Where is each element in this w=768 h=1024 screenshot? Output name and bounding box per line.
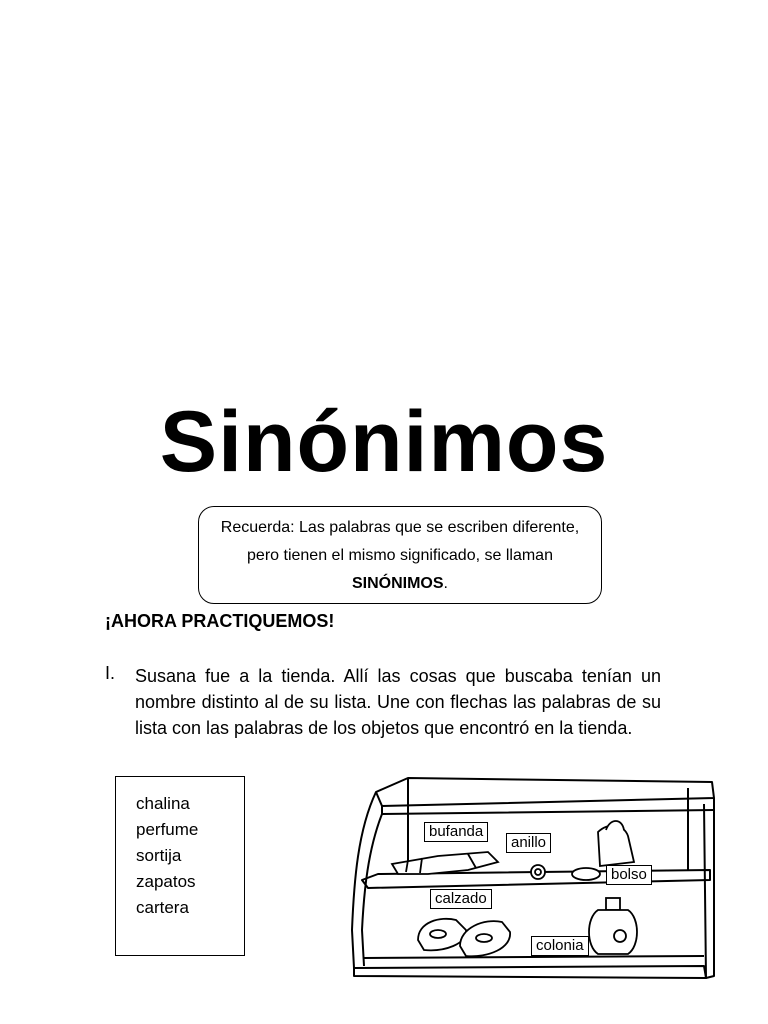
- reminder-keyword: SINÓNIMOS: [351, 575, 444, 592]
- store-label-bufanda[interactable]: bufanda: [424, 822, 488, 842]
- shoes-icon: [418, 919, 510, 956]
- reminder-line-2: pero tienen el mismo significado, se llaman: [247, 547, 553, 564]
- store-label-calzado[interactable]: calzado: [430, 889, 492, 909]
- exercise-number: I.: [105, 663, 116, 683]
- list-item[interactable]: cartera: [136, 898, 189, 917]
- reminder-line-1: Recuerda: Las palabras que se escriben diferente,: [220, 519, 580, 536]
- store-label-bolso[interactable]: bolso: [606, 865, 652, 885]
- list-item[interactable]: zapatos: [136, 872, 196, 891]
- page-title: Sinónimos: [159, 394, 609, 490]
- shopping-list: [116, 777, 244, 921]
- store-illustration: [348, 770, 720, 980]
- practice-heading: ¡AHORA PRACTIQUEMOS!: [105, 611, 335, 631]
- store-label-colonia[interactable]: colonia: [531, 936, 589, 956]
- reminder-line-3: [199, 570, 601, 598]
- reminder-box: [198, 506, 602, 604]
- shopping-list-box: [115, 776, 245, 956]
- list-item[interactable]: sortija: [136, 846, 182, 865]
- list-item[interactable]: chalina: [136, 794, 190, 813]
- perfume-bottle-icon: [589, 898, 637, 954]
- store-label-anillo[interactable]: anillo: [506, 833, 551, 853]
- exercise-instructions: Susana fue a la tienda. Allí las cosas que buscaba tenían un nombre distinto al de su lista. Une con flechas las palabras de su lista con las palabras de los objetos que encontró en la tienda.: [135, 666, 661, 738]
- ring-icon: [531, 865, 545, 879]
- list-item[interactable]: perfume: [136, 820, 199, 839]
- reminder-period: .: [443, 575, 448, 592]
